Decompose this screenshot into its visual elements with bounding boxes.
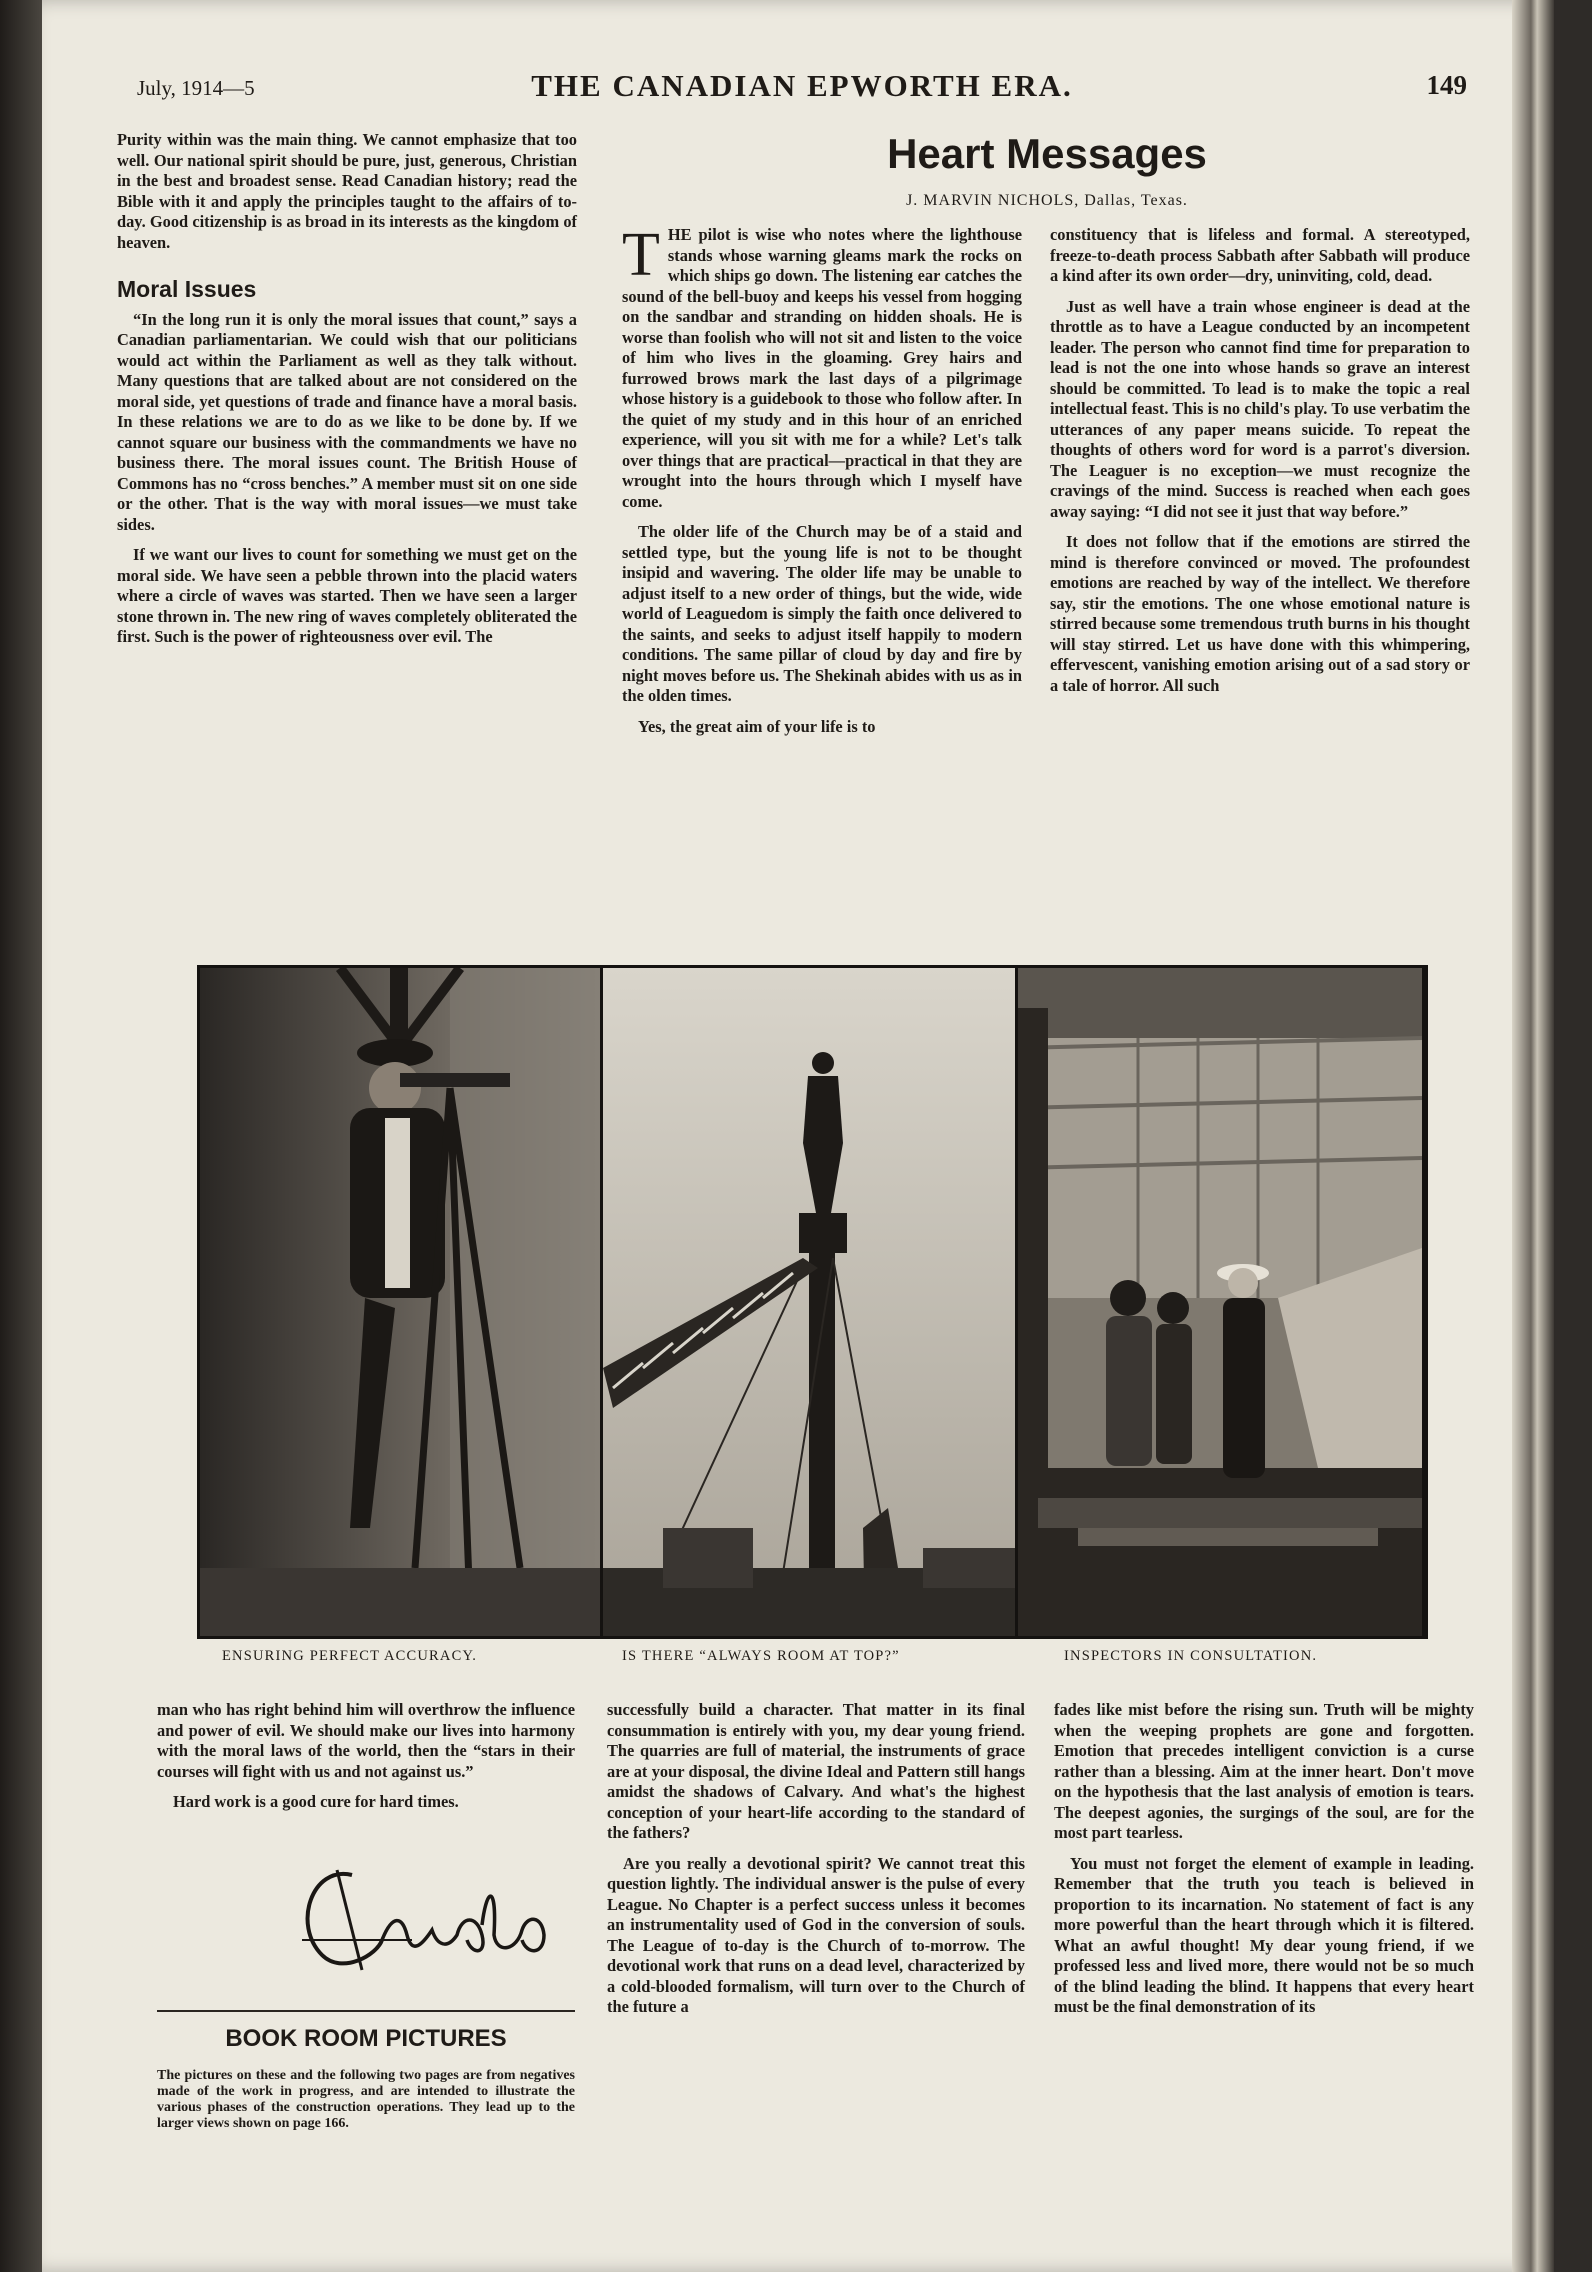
paragraph-text: HE pilot is wise who notes where the lighthouse stands whose warning gleams mark the rocks on which ships go down. The listening ear catches the sound of the bell-buoy and keeps his vessel from hogging on the sandbar and stranding on hidden shoals. He is worse than foolish who will not sit and listen to the voice of him who lives in the gloaming. Grey hairs and furrowed brows mark the last days of a pilgrimage whose history is a guidebook to those who follow after. In the quiet of my study and in this hour of an enriched experience, will you sit with me for a while? Let's talk over things that are practical—practical in that they are wrought into the hours through which I myself have come. <box>622 225 1022 511</box>
article-title: Heart Messages <box>887 130 1207 177</box>
paragraph: “In the long run it is only the moral issues that count,” says a Canadian parliamentarian. We could wish that our politicians would act within the Parliament as well as they talk without. Many questions that are talked about are not considered on the moral side, yet questions of trade and finance have a moral basis. In these relations we are to do as we like to be done by. If we cannot square our business with the commandments we have no business there. The moral issues count. The British House of Commons has no “cross benches.” A member must sit on one side or the other. That is the way with moral issues—we must take sides. <box>117 309 577 534</box>
book-room-text <box>157 2068 575 2142</box>
article-column-2 <box>622 221 1022 747</box>
caption-photo-3: INSPECTORS IN CONSULTATION. <box>1064 1648 1318 1664</box>
issue-date: July, 1914—5 <box>137 76 255 100</box>
paragraph: constituency that is lifeless and formal. A stereotyped, freeze-to-death process Sabbath after Sabbath will produce a kind after its own order—dry, uninviting, cold, dead. <box>1050 225 1470 285</box>
paragraph: The older life of the Church may be of a staid and settled type, but the young life is not to be thought insipid and wavering. The older life may be unable to adjust itself to a new order of things, but the wide, wide world of Leaguedom is simply the faith once delivered to the saints, and seeks to adjust itself happily to modern conditions. The same pillar of cloud by day and fire by night moves before us. The Shekinah abides with us as in the olden times. <box>622 522 1022 705</box>
page-number: 149 <box>1426 70 1467 100</box>
book-room-heading: BOOK ROOM PICTURES <box>225 2025 507 2052</box>
paragraph: man who has right behind him will overthrow the influence and power of evil. We should make our lives into harmony with the moral laws of the world, then the “stars in their courses will fight with us and not against us.” <box>157 1700 575 1781</box>
left-column-top <box>117 130 577 658</box>
paragraph: If we want our lives to count for something we must get on the moral side. We have seen a pebble thrown into the placid waters where a circle of waves was started. Then we have seen a larger stone thrown in. The new ring of waves completely obliterated the first. Such is the power of righteousness over evil. The <box>117 545 577 646</box>
paragraph: Yes, the great aim of your life is to <box>638 716 876 736</box>
paragraph: Purity within was the main thing. We cannot emphasize that too well. Our national spirit should be pure, just, generous, Christian in the best and broadest sense. Read Canadian history; read the Bible with it and apply the principles taught to the affairs of to-day. Good citizenship is as broad in its interests as the kingdom of heaven. <box>117 130 577 252</box>
paragraph-with-drop-cap <box>622 221 1022 512</box>
photo-strip <box>197 965 1428 1639</box>
photo-surveyor-with-transit <box>200 968 600 1636</box>
article-byline: J. MARVIN NICHOLS, Dallas, Texas. <box>906 192 1188 209</box>
running-head <box>137 68 1467 108</box>
paragraph: Hard work is a good cure for hard times. <box>173 1792 459 1811</box>
paragraph: It does not follow that if the emotions are stirred the mind is therefore convinced or moved. The profoundest emotions are reached by way of the intellect. We therefore say, stir the emotions. The one whose emotional nature is stirred because some tremendous truth burns in his thought will stay stirred. Let us have done with this whimpering, effervescent, vanishing emotion arising out of a sad story or a tale of horror. All such <box>1050 532 1470 695</box>
paragraph: Are you really a devotional spirit? We cannot treat this question lightly. The individual answer is the pulse of every League. No Chapter is a perfect success unless it becomes an instrumentality used of God in the conversion of souls. The League of to-day is the Church of to-morrow. The devotional work that runs on a dead level, characterized by a cold-blooded formalism, will turn over to the Church of the future a <box>607 1853 1025 2016</box>
paragraph: The pictures on these and the following two pages are from negatives made of the work in progress, and are intended to illustrate the various phases of the construction operations. They lead up to the larger views shown on page 166. <box>157 2068 575 2131</box>
divider-rule <box>157 2010 575 2012</box>
magazine-page <box>42 0 1554 2272</box>
book-binding-left <box>0 0 42 2272</box>
photo-man-atop-derrick <box>603 968 1015 1636</box>
paragraph: successfully build a character. That matter in its final consummation is entirely with you, my dear young friend. The quarries are full of material, the instruments of grace are at your disposal, the divine Ideal and Pattern still hangs amidst the shadows of Calvary. And what's the highest conception of your heart-life according to the standard of the fathers? <box>607 1700 1025 1842</box>
article-column-3-bottom <box>1054 1700 1474 2028</box>
magazine-title: THE CANADIAN EPWORTH ERA. <box>531 68 1073 103</box>
article-column-3 <box>1050 225 1470 706</box>
signature-credo <box>282 1845 582 1985</box>
section-heading-moral-issues: Moral Issues <box>117 276 257 302</box>
book-spine <box>1512 0 1554 2272</box>
drop-cap: T <box>622 221 660 289</box>
caption-photo-1: ENSURING PERFECT ACCURACY. <box>222 1648 478 1664</box>
paragraph: Just as well have a train whose engineer is dead at the throttle as to have a League conducted by an incompetent leader. The person who cannot find time for preparation to lead is not the one into whose hands so grave an interest should be committed. To lead is to make the topic a real intellectual feast. This is no child's play. To use verbatim the utterances of any paper means suicide. To repeat the thoughts of others word for word is a parrot's diversion. The Leaguer is no exception—we must recognize the cravings of the mind. Success is reached when each goes away saying: “I did not see it just that way before.” <box>1050 296 1470 521</box>
caption-photo-2: IS THERE “ALWAYS ROOM AT TOP?” <box>622 1648 900 1664</box>
article-column-2-bottom <box>607 1700 1025 2028</box>
photo-inspectors-in-consultation <box>1018 968 1422 1636</box>
left-column-bottom <box>157 1700 575 1823</box>
paragraph: You must not forget the element of example in leading. Remember that the truth you teach is believed in proportion to its incarnation. No statement of fact is any more powerful than the heart through which it is filtered. What an awful thought! My dear young friend, if we professed less and lived more, there would not be so much of the blind leading the blind. It happens that every heart must be the final demonstration of its <box>1054 1853 1474 2016</box>
paragraph: fades like mist before the rising sun. Truth will be mighty when the weeping prophets are gone and forgotten. Emotion that precedes intelligent conviction is a curse rather than a blessing. Aim at the inner heart. Don't move on the hypothesis that the last analysis of emotion is tears. The deepest agonies, the surgings of the soul, are for the most part tearless. <box>1054 1700 1474 1842</box>
